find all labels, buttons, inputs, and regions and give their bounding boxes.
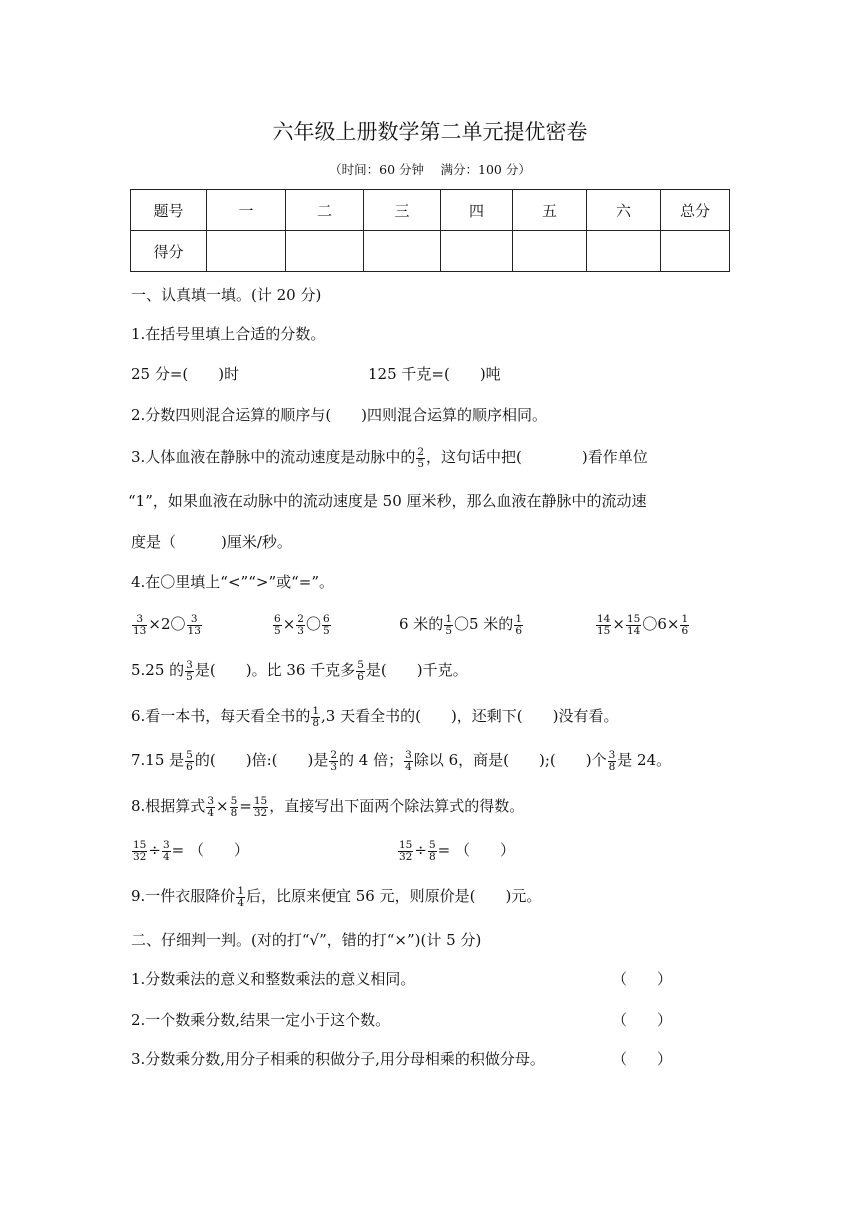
page-title: 六年级上册数学第二单元提优密卷 xyxy=(272,120,588,144)
section2-heading: 二、仔细判一判。(对的打“√”，错的打“×”)(计 5 分) xyxy=(131,931,482,949)
q2-text: 2.分数四则混合运算的顺序与( )四则混合运算的顺序相同。 xyxy=(131,406,548,424)
judge-item-3: 3.分数乘分数,用分子相乘的积做分子,用分母相乘的积做分母。 xyxy=(131,1050,545,1068)
q8-expr-1: $\frac{15}{32}$ ÷ $\frac{3}{4}$ = （ ） xyxy=(133,838,249,863)
q1-b: 125 千克=( )吨 xyxy=(368,365,501,383)
score-row-label: 得分 xyxy=(131,231,207,272)
q7: 7.15 是 $\frac{5}{6}$ 的( )倍:( )是 $\frac{2}{3}$ 的 4 倍； $\frac{3}{4}$ 除以 6，商是( );( )个 $\frac{3}{8}$ 是 24。 xyxy=(131,748,672,773)
section1-heading: 一、认真填一填。(计 20 分) xyxy=(131,286,322,304)
q3-line3: 度是（ )厘米/秒。 xyxy=(131,533,292,551)
q3-line2: “1”，如果血液在动脉中的流动速度是 50 厘米秒，那么血液在静脉中的流动速 xyxy=(128,492,647,510)
score-cell[interactable] xyxy=(441,231,513,272)
compare-circle[interactable]: 〇5 米的 xyxy=(454,615,514,633)
q4-expr-2: $\frac{6}{5}$ × $\frac{2}{3}$ 〇 $\frac{6}{5}$ xyxy=(274,612,330,637)
q1-a: 25 分=( )时 xyxy=(131,365,240,383)
score-cell[interactable] xyxy=(661,231,730,272)
judge-mark-3[interactable]: （ ） xyxy=(612,1050,673,1068)
fraction: $\frac{2}{5}$ xyxy=(417,445,425,470)
answer-blank[interactable]: = （ ） xyxy=(171,841,249,859)
header-cell: 六 xyxy=(587,190,661,231)
judge-mark-2[interactable]: （ ） xyxy=(612,1011,673,1029)
fraction: $\frac{1}{4}$ xyxy=(237,884,244,909)
header-cell: 题号 xyxy=(131,190,207,231)
score-table-score-row xyxy=(131,231,730,272)
fraction: $\frac{5}{6}$ xyxy=(357,658,364,683)
q3-post: ，这句话中把( )看作单位 xyxy=(426,448,648,466)
q9: 9.一件衣服降价 $\frac{1}{4}$ 后，比原来便宜 56 元，则原价是( )元。 xyxy=(131,884,542,909)
header-cell: 总分 xyxy=(661,190,730,231)
fraction: $\frac{1}{8}$ xyxy=(312,704,320,729)
q8: 8.根据算式 $\frac{3}{4}$ × $\frac{5}{8}$ = $\frac{15}{32}$ ，直接写出下面两个除法算式的得数。 xyxy=(131,794,525,819)
score-table xyxy=(130,189,730,272)
score-cell[interactable] xyxy=(513,231,587,272)
header-cell: 一 xyxy=(207,190,286,231)
q1-text: 1.在括号里填上合适的分数。 xyxy=(131,325,326,343)
q4-expr-3: 6 米的 $\frac{1}{5}$ 〇5 米的 $\frac{1}{6}$ xyxy=(399,612,522,637)
q3-line1 xyxy=(131,446,648,470)
score-cell[interactable] xyxy=(587,231,661,272)
q5: 5.25 的 $\frac{3}{5}$ 是( )。比 36 千克多 $\frac{5}{6}$ 是( )千克。 xyxy=(131,658,468,683)
q3-pre: 3.人体血液在静脉中的流动速度是动脉中的 xyxy=(131,448,416,466)
compare-circle[interactable]: 〇 xyxy=(170,615,186,633)
page-subtitle: （时间：60 分钟 满分：100 分） xyxy=(329,162,531,177)
header-cell: 四 xyxy=(441,190,513,231)
judge-mark-1[interactable]: （ ） xyxy=(612,970,673,988)
q4-expr-4: $\frac{14}{15}$ × $\frac{15}{14}$ 〇6× $\frac{1}{6}$ xyxy=(597,612,689,637)
judge-item-1: 1.分数乘法的意义和整数乘法的意义相同。 xyxy=(131,970,416,988)
q4-expr-1: $\frac{3}{13}$ ×2〇 $\frac{3}{13}$ xyxy=(133,612,201,637)
compare-circle[interactable]: 〇 xyxy=(305,615,321,633)
score-cell[interactable] xyxy=(207,231,286,272)
fraction: $\frac{3}{5}$ xyxy=(186,658,193,683)
answer-blank[interactable]: = （ ） xyxy=(437,841,515,859)
score-table-header-row xyxy=(131,190,730,231)
judge-item-2: 2.一个数乘分数,结果一定小于这个数。 xyxy=(131,1011,391,1029)
compare-circle[interactable]: 〇 xyxy=(642,615,658,633)
q4-text: 4.在〇里填上“<”“>”或“=”。 xyxy=(131,573,335,591)
header-cell: 三 xyxy=(364,190,441,231)
header-cell: 五 xyxy=(513,190,587,231)
score-cell[interactable] xyxy=(286,231,364,272)
q6: 6.看一本书，每天看全书的 $\frac{1}{8}$ ,3 天看全书的( )，还剩下( )没有看。 xyxy=(131,704,619,729)
q8-expr-2: $\frac{15}{32}$ ÷ $\frac{5}{8}$ = （ ） xyxy=(399,838,515,863)
score-cell[interactable] xyxy=(364,231,441,272)
header-cell: 二 xyxy=(286,190,364,231)
